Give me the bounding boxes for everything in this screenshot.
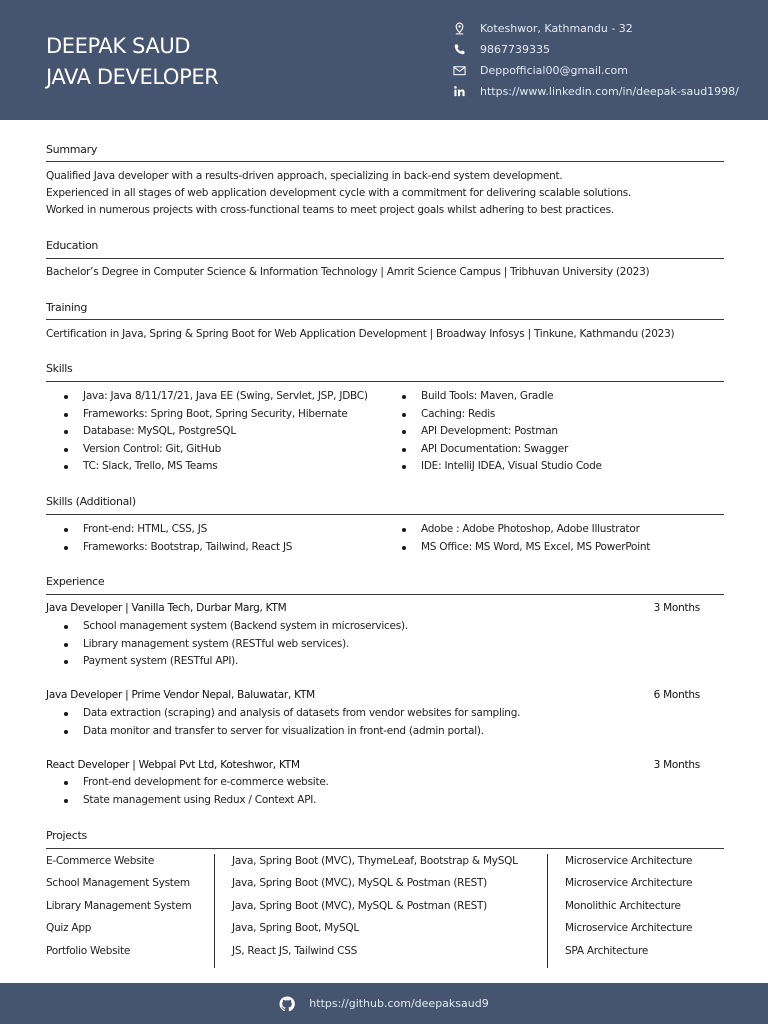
project-row (46, 852, 724, 874)
summary-heading: Summary (46, 143, 98, 156)
skill-item: TC: Slack, Trello, MS Teams (64, 458, 368, 476)
github-link[interactable]: https://github.com/deepaksaud9 (309, 997, 489, 1010)
candidate-name: DEEPAK SAUD (46, 34, 191, 58)
skills-additional-list-left (64, 521, 292, 556)
linkedin-icon (452, 85, 466, 99)
job-title: Java Developer | Vanilla Tech, Durbar Marg, KTM (46, 602, 287, 614)
job-bullet: Payment system (RESTful API). (64, 653, 408, 671)
projects-heading: Projects (46, 829, 87, 842)
contact-location (452, 18, 739, 39)
project-name: School Management System (46, 877, 190, 890)
experience-heading: Experience (46, 575, 105, 588)
education-heading: Education (46, 239, 99, 252)
projects-divider (46, 848, 724, 849)
skills-list-right (402, 388, 602, 476)
skills-divider (46, 381, 724, 382)
mail-icon (452, 64, 466, 78)
training-heading: Training (46, 301, 88, 314)
phone-icon (452, 43, 466, 57)
job-bullets (64, 774, 329, 809)
github-icon (279, 996, 295, 1012)
job-bullet: Front-end development for e-commerce website. (64, 774, 329, 792)
training-divider (46, 319, 724, 320)
training-entry: Certification in Java, Spring & Spring Boot for Web Application Development | Broadway Infosys | Tinkune, Kathmandu (2023) (46, 328, 675, 340)
job-bullets (64, 705, 520, 740)
contact-list (452, 18, 739, 102)
skills-additional-heading: Skills (Additional) (46, 495, 136, 508)
job-duration: 3 Months (653, 759, 700, 771)
skills-heading: Skills (46, 362, 73, 375)
footer-banner (0, 983, 768, 1024)
contact-phone (452, 39, 739, 60)
skill-item: Front-end: HTML, CSS, JS (64, 521, 292, 539)
contact-linkedin[interactable] (452, 81, 739, 102)
project-tech: Java, Spring Boot (MVC), MySQL & Postman (REST) (232, 899, 488, 912)
skill-item: Java: Java 8/11/17/21, Java EE (Swing, Servlet, JSP, JDBC) (64, 388, 368, 406)
project-row (46, 897, 724, 919)
project-architecture: Monolithic Architecture (565, 899, 681, 912)
project-row (46, 874, 724, 896)
job-bullet: State management using Redux / Context API. (64, 792, 329, 810)
summary-divider (46, 161, 724, 162)
contact-phone-text: 9867739335 (480, 43, 550, 56)
skill-item: Build Tools: Maven, Gradle (402, 388, 602, 406)
location-pin-icon (452, 22, 466, 36)
skills-list-left (64, 388, 368, 476)
skill-item: API Documentation: Swagger (402, 441, 602, 459)
project-row (46, 919, 724, 941)
project-architecture: SPA Architecture (565, 944, 649, 957)
project-tech: Java, Spring Boot, MySQL (232, 922, 359, 935)
skills-additional-divider (46, 514, 724, 515)
skills-additional-list-right (402, 521, 650, 556)
project-architecture: Microservice Architecture (565, 877, 693, 890)
skill-item: Caching: Redis (402, 406, 602, 424)
skill-item: Adobe : Adobe Photoshop, Adobe Illustrator (402, 521, 650, 539)
candidate-role: JAVA DEVELOPER (46, 65, 219, 89)
contact-email-text[interactable]: Deppofficial00@gmail.com (480, 64, 629, 77)
job-duration: 6 Months (653, 689, 700, 701)
job-title: React Developer | Webpal Pvt Ltd, Koteshwor, KTM (46, 759, 300, 771)
skill-item: Version Control: Git, GitHub (64, 441, 368, 459)
job-duration: 3 Months (653, 602, 700, 614)
name-block (46, 31, 218, 93)
summary-line: Worked in numerous projects with cross-functional teams to meet project goals whilst adhering to best practices. (46, 204, 614, 216)
project-architecture: Microservice Architecture (565, 922, 693, 935)
job-title: Java Developer | Prime Vendor Nepal, Baluwatar, KTM (46, 689, 315, 701)
header-banner (0, 0, 768, 120)
projects-table (46, 852, 724, 964)
job-bullet: Data extraction (scraping) and analysis of datasets from vendor websites for sampling. (64, 705, 520, 723)
project-row (46, 942, 724, 964)
skill-item: MS Office: MS Word, MS Excel, MS PowerPoint (402, 539, 650, 557)
project-tech: Java, Spring Boot (MVC), MySQL & Postman (REST) (232, 877, 488, 890)
skill-item: Frameworks: Bootstrap, Tailwind, React JS (64, 539, 292, 557)
contact-email[interactable] (452, 60, 739, 81)
contact-linkedin-text[interactable]: https://www.linkedin.com/in/deepak-saud1998/ (480, 85, 739, 98)
project-architecture: Microservice Architecture (565, 855, 693, 867)
project-name: E-Commerce Website (46, 855, 155, 867)
job-bullet: Library management system (RESTful web services). (64, 636, 408, 654)
summary-line: Qualified Java developer with a results-driven approach, specializing in back-end system development. (46, 170, 563, 182)
experience-divider (46, 594, 724, 595)
job-bullets (64, 618, 408, 671)
project-tech: Java, Spring Boot (MVC), ThymeLeaf, Bootstrap & MySQL (232, 855, 518, 867)
job-bullet: Data monitor and transfer to server for visualization in front-end (admin portal). (64, 723, 520, 741)
project-tech: JS, React JS, Tailwind CSS (232, 944, 358, 957)
skill-item: Frameworks: Spring Boot, Spring Security, Hibernate (64, 406, 368, 424)
project-name: Portfolio Website (46, 944, 131, 957)
education-divider (46, 258, 724, 259)
project-name: Quiz App (46, 922, 92, 935)
project-name: Library Management System (46, 899, 192, 912)
job-bullet: School management system (Backend system in microservices). (64, 618, 408, 636)
skill-item: API Development: Postman (402, 423, 602, 441)
contact-location-text: Koteshwor, Kathmandu - 32 (480, 22, 633, 35)
skill-item: IDE: IntelliJ IDEA, Visual Studio Code (402, 458, 602, 476)
education-entry: Bachelor’s Degree in Computer Science & Information Technology | Amrit Science Campus | Tribhuvan University (2023) (46, 266, 650, 278)
skill-item: Database: MySQL, PostgreSQL (64, 423, 368, 441)
summary-line: Experienced in all stages of web application development cycle with a commitment for delivering scalable solutions. (46, 187, 632, 199)
